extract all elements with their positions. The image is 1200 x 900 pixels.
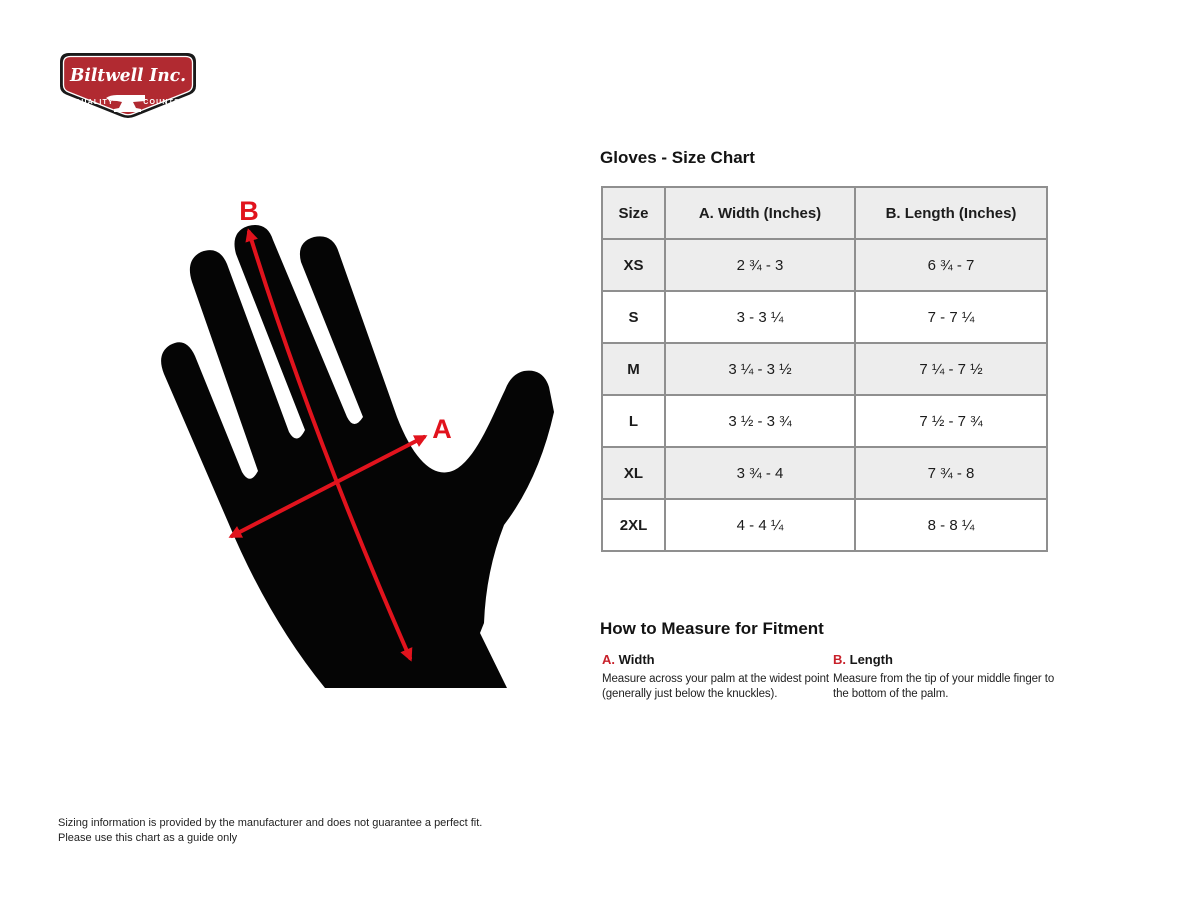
hand-measurement-diagram [140,180,580,700]
table-row [602,291,1047,343]
disclaimer-line-2: Please use this chart as a guide only [58,831,238,844]
length-value: 7 ¼ - 7 ½ [855,343,1047,395]
measure-item-length [833,652,1065,701]
diagram-label-b: B [239,196,259,226]
table-row [602,499,1047,551]
table-header-row [602,187,1047,239]
column-header-size: Size [602,187,665,239]
measure-letter-b: B. [833,652,846,667]
size-value: L [602,395,665,447]
table-row [602,239,1047,291]
sizing-disclaimer [58,816,482,846]
size-chart-title: Gloves - Size Chart [600,148,755,167]
disclaimer-line-1: Sizing information is provided by the manufacturer and does not guarantee a perfect fit. [58,817,483,829]
logo-tagline-left: “QUALITY [70,99,114,106]
width-value: 3 ¼ - 3 ½ [665,343,855,395]
measure-name-width: Width [618,652,655,667]
column-header-width: A. Width (Inches) [665,187,855,239]
measure-letter-a: A. [602,652,615,667]
width-value: 3 ¾ - 4 [665,447,855,499]
logo-tagline-right: COUNTS” [143,99,185,106]
table-row [602,395,1047,447]
size-value: M [602,343,665,395]
hand-silhouette [161,225,554,688]
table-row [602,343,1047,395]
width-value: 2 ¾ - 3 [665,239,855,291]
measure-item-label [602,652,830,667]
length-value: 8 - 8 ¼ [855,499,1047,551]
measure-name-length: Length [849,652,893,667]
measure-guide-title: How to Measure for Fitment [600,619,824,638]
width-value: 3 - 3 ¼ [665,291,855,343]
measure-item-label [833,652,1065,667]
size-value: 2XL [602,499,665,551]
width-value: 4 - 4 ¼ [665,499,855,551]
length-value: 7 - 7 ¼ [855,291,1047,343]
size-value: XS [602,239,665,291]
size-chart-table [601,186,1048,552]
diagram-label-a: A [432,414,452,444]
logo-brand-text: Biltwell Inc. [69,65,186,86]
width-value: 3 ½ - 3 ¾ [665,395,855,447]
column-header-length: B. Length (Inches) [855,187,1047,239]
length-value: 7 ¾ - 8 [855,447,1047,499]
length-value: 7 ½ - 7 ¾ [855,395,1047,447]
length-value: 6 ¾ - 7 [855,239,1047,291]
table-row [602,447,1047,499]
measure-item-width [602,652,830,701]
size-value: S [602,291,665,343]
size-value: XL [602,447,665,499]
measure-description-length: Measure from the tip of your middle finger to the bottom of the palm. [833,673,1055,700]
biltwell-logo [57,50,199,122]
measure-description-width: Measure across your palm at the widest point (generally just below the knuckles). [602,673,829,700]
